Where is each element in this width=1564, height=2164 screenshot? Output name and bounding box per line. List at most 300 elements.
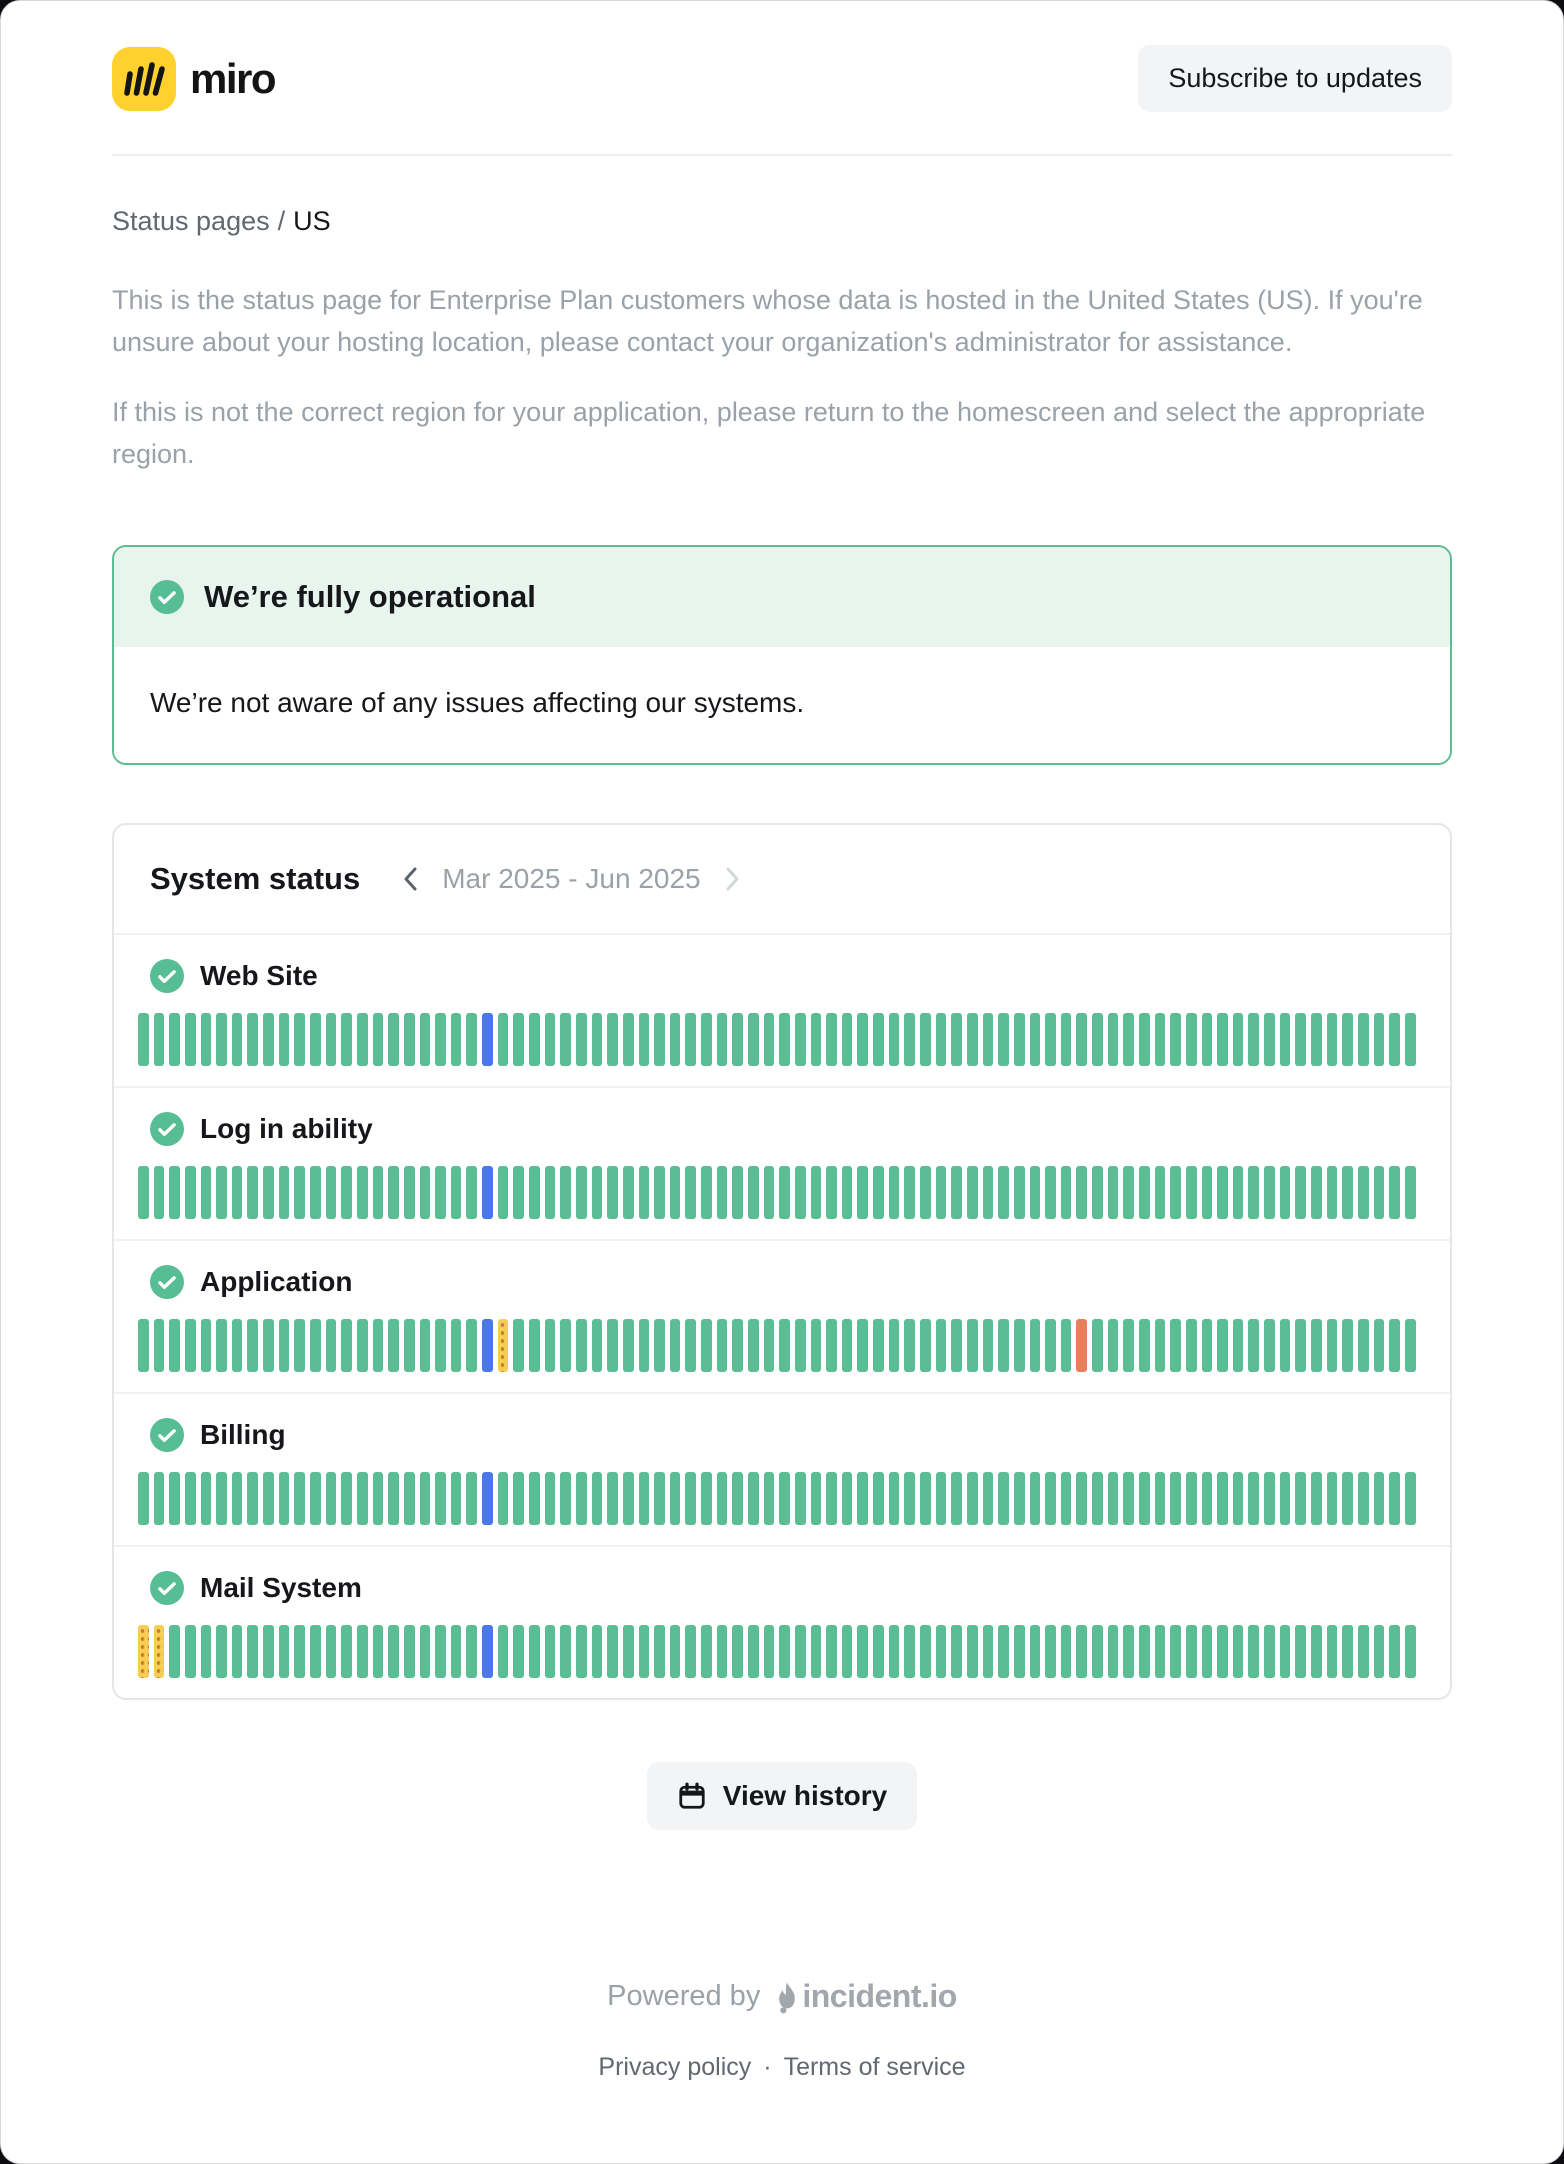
status-bar-operational[interactable] [232,1319,243,1372]
status-bar-operational[interactable] [920,1625,931,1678]
status-bar-operational[interactable] [310,1166,321,1219]
status-bar-operational[interactable] [1139,1166,1150,1219]
status-bar-operational[interactable] [1389,1013,1400,1066]
status-bar-operational[interactable] [717,1319,728,1372]
status-bar-operational[interactable] [592,1472,603,1525]
status-bar-operational[interactable] [701,1166,712,1219]
status-bar-operational[interactable] [1092,1166,1103,1219]
status-bar-operational[interactable] [1280,1013,1291,1066]
status-bar-operational[interactable] [263,1013,274,1066]
status-bar-operational[interactable] [1358,1319,1369,1372]
status-bar-operational[interactable] [1108,1625,1119,1678]
status-bar-operational[interactable] [1217,1013,1228,1066]
status-bar-operational[interactable] [513,1013,524,1066]
status-bar-operational[interactable] [1030,1166,1041,1219]
status-bar-operational[interactable] [1092,1472,1103,1525]
status-bar-operational[interactable] [373,1166,384,1219]
status-bar-operational[interactable] [498,1013,509,1066]
status-bar-operational[interactable] [247,1472,258,1525]
status-bar-operational[interactable] [1030,1625,1041,1678]
status-bar-operational[interactable] [639,1013,650,1066]
status-bar-operational[interactable] [1311,1319,1322,1372]
status-bar-degraded[interactable] [154,1625,165,1678]
status-bar-operational[interactable] [1155,1625,1166,1678]
status-bar-operational[interactable] [326,1625,337,1678]
status-bar-operational[interactable] [983,1472,994,1525]
status-bar-operational[interactable] [1202,1013,1213,1066]
status-bar-operational[interactable] [1405,1625,1416,1678]
status-bar-operational[interactable] [826,1319,837,1372]
status-bar-operational[interactable] [263,1166,274,1219]
status-bar-operational[interactable] [951,1625,962,1678]
status-bar-operational[interactable] [1123,1625,1134,1678]
status-bar-operational[interactable] [294,1625,305,1678]
status-bar-operational[interactable] [169,1625,180,1678]
status-bar-operational[interactable] [1076,1472,1087,1525]
status-bar-operational[interactable] [1155,1166,1166,1219]
status-bar-operational[interactable] [607,1319,618,1372]
status-bar-operational[interactable] [1342,1625,1353,1678]
status-bar-operational[interactable] [889,1166,900,1219]
status-bar-operational[interactable] [1092,1319,1103,1372]
subscribe-to-updates-button[interactable]: Subscribe to updates [1138,45,1452,112]
status-bar-operational[interactable] [451,1625,462,1678]
status-bar-operational[interactable] [1045,1166,1056,1219]
status-bar-operational[interactable] [420,1625,431,1678]
status-bar-operational[interactable] [1170,1013,1181,1066]
status-bar-operational[interactable] [1311,1166,1322,1219]
status-bar-operational[interactable] [717,1166,728,1219]
status-bar-operational[interactable] [920,1166,931,1219]
status-bar-operational[interactable] [216,1625,227,1678]
status-bar-operational[interactable] [545,1013,556,1066]
status-bar-operational[interactable] [216,1013,227,1066]
status-bar-operational[interactable] [263,1625,274,1678]
status-bar-operational[interactable] [748,1625,759,1678]
status-bar-operational[interactable] [201,1166,212,1219]
status-bar-operational[interactable] [1233,1166,1244,1219]
status-bar-maintenance[interactable] [482,1166,493,1219]
status-bar-operational[interactable] [826,1625,837,1678]
status-bar-operational[interactable] [1233,1472,1244,1525]
status-bar-operational[interactable] [623,1013,634,1066]
status-bar-operational[interactable] [1374,1013,1385,1066]
status-bar-operational[interactable] [1374,1319,1385,1372]
status-bar-operational[interactable] [513,1319,524,1372]
view-history-button[interactable] [647,1762,917,1830]
status-bar-operational[interactable] [529,1625,540,1678]
status-bar-operational[interactable] [764,1166,775,1219]
status-bar-operational[interactable] [670,1013,681,1066]
status-bar-operational[interactable] [310,1472,321,1525]
status-bar-operational[interactable] [388,1319,399,1372]
status-bar-operational[interactable] [873,1472,884,1525]
status-bar-operational[interactable] [201,1319,212,1372]
status-bar-operational[interactable] [169,1319,180,1372]
status-bar-operational[interactable] [1248,1625,1259,1678]
status-bar-operational[interactable] [185,1319,196,1372]
status-bar-operational[interactable] [795,1166,806,1219]
status-bar-operational[interactable] [1108,1166,1119,1219]
status-bar-operational[interactable] [1248,1013,1259,1066]
status-bar-operational[interactable] [529,1472,540,1525]
status-bar-operational[interactable] [1155,1013,1166,1066]
status-bar-operational[interactable] [404,1319,415,1372]
status-bar-operational[interactable] [795,1013,806,1066]
status-bar-operational[interactable] [326,1166,337,1219]
status-bar-operational[interactable] [263,1472,274,1525]
status-bar-operational[interactable] [310,1013,321,1066]
status-bar-operational[interactable] [1295,1472,1306,1525]
terms-of-service-link[interactable]: Terms of service [783,2053,966,2081]
status-bar-operational[interactable] [498,1625,509,1678]
status-bar-operational[interactable] [592,1013,603,1066]
status-bar-operational[interactable] [1108,1013,1119,1066]
status-bar-operational[interactable] [998,1319,1009,1372]
status-bar-operational[interactable] [998,1166,1009,1219]
status-bar-operational[interactable] [1280,1625,1291,1678]
status-bar-operational[interactable] [560,1166,571,1219]
status-bar-operational[interactable] [857,1013,868,1066]
status-bar-operational[interactable] [811,1013,822,1066]
status-bar-operational[interactable] [670,1625,681,1678]
status-bar-operational[interactable] [1014,1625,1025,1678]
status-bar-operational[interactable] [826,1166,837,1219]
status-bar-operational[interactable] [216,1472,227,1525]
status-bar-operational[interactable] [779,1625,790,1678]
status-bar-maintenance[interactable] [482,1625,493,1678]
status-bar-operational[interactable] [592,1166,603,1219]
status-bar-operational[interactable] [951,1166,962,1219]
status-bar-operational[interactable] [388,1625,399,1678]
status-bar-operational[interactable] [795,1472,806,1525]
status-bar-operational[interactable] [904,1166,915,1219]
status-bar-operational[interactable] [341,1319,352,1372]
status-bar-operational[interactable] [764,1013,775,1066]
status-bar-operational[interactable] [1186,1472,1197,1525]
status-bar-operational[interactable] [732,1013,743,1066]
status-bar-operational[interactable] [1327,1625,1338,1678]
status-bar-operational[interactable] [998,1013,1009,1066]
status-bar-operational[interactable] [920,1472,931,1525]
status-bar-operational[interactable] [154,1013,165,1066]
status-bar-operational[interactable] [1358,1166,1369,1219]
status-bar-operational[interactable] [1108,1319,1119,1372]
status-bar-operational[interactable] [201,1013,212,1066]
status-bar-operational[interactable] [904,1319,915,1372]
status-bar-operational[interactable] [1295,1625,1306,1678]
status-bar-operational[interactable] [513,1625,524,1678]
status-bar-operational[interactable] [1030,1472,1041,1525]
status-bar-operational[interactable] [154,1319,165,1372]
status-bar-operational[interactable] [435,1625,446,1678]
status-bar-operational[interactable] [717,1013,728,1066]
status-bar-operational[interactable] [1030,1013,1041,1066]
status-bar-operational[interactable] [639,1625,650,1678]
status-bar-operational[interactable] [185,1013,196,1066]
status-bar-operational[interactable] [717,1625,728,1678]
status-bar-operational[interactable] [216,1166,227,1219]
status-bar-operational[interactable] [294,1472,305,1525]
status-bar-operational[interactable] [169,1166,180,1219]
status-bar-operational[interactable] [357,1625,368,1678]
status-bar-operational[interactable] [247,1166,258,1219]
status-bar-operational[interactable] [1123,1319,1134,1372]
status-bar-operational[interactable] [685,1625,696,1678]
status-bar-operational[interactable] [498,1166,509,1219]
status-bar-operational[interactable] [529,1319,540,1372]
status-bar-operational[interactable] [294,1013,305,1066]
status-bar-operational[interactable] [623,1319,634,1372]
status-bar-operational[interactable] [1076,1166,1087,1219]
status-bar-operational[interactable] [498,1472,509,1525]
status-bar-operational[interactable] [247,1013,258,1066]
status-bar-operational[interactable] [936,1319,947,1372]
status-bar-operational[interactable] [998,1625,1009,1678]
status-bar-operational[interactable] [466,1013,477,1066]
status-bar-operational[interactable] [592,1625,603,1678]
status-bar-operational[interactable] [873,1625,884,1678]
status-bar-operational[interactable] [420,1472,431,1525]
status-bar-operational[interactable] [1295,1166,1306,1219]
status-bar-operational[interactable] [1280,1472,1291,1525]
status-bar-operational[interactable] [576,1472,587,1525]
status-bar-operational[interactable] [904,1472,915,1525]
status-bar-operational[interactable] [623,1625,634,1678]
status-bar-operational[interactable] [326,1472,337,1525]
status-bar-operational[interactable] [732,1472,743,1525]
status-bar-operational[interactable] [576,1319,587,1372]
status-bar-operational[interactable] [1311,1625,1322,1678]
status-bar-maintenance[interactable] [482,1013,493,1066]
status-bar-operational[interactable] [545,1319,556,1372]
status-bar-operational[interactable] [1045,1625,1056,1678]
status-bar-operational[interactable] [357,1319,368,1372]
status-bar-operational[interactable] [466,1166,477,1219]
status-bar-operational[interactable] [154,1166,165,1219]
status-bar-operational[interactable] [685,1472,696,1525]
status-bar-operational[interactable] [826,1013,837,1066]
status-bar-operational[interactable] [654,1013,665,1066]
status-bar-operational[interactable] [967,1166,978,1219]
next-period-button[interactable] [717,860,747,898]
status-bar-operational[interactable] [701,1013,712,1066]
status-bar-operational[interactable] [811,1319,822,1372]
status-bar-operational[interactable] [1342,1472,1353,1525]
status-bar-operational[interactable] [1280,1319,1291,1372]
status-bar-operational[interactable] [1139,1625,1150,1678]
status-bar-operational[interactable] [1217,1166,1228,1219]
status-bar-operational[interactable] [1045,1472,1056,1525]
status-bar-operational[interactable] [685,1013,696,1066]
status-bar-operational[interactable] [951,1013,962,1066]
status-bar-operational[interactable] [1061,1013,1072,1066]
status-bar-operational[interactable] [842,1472,853,1525]
status-bar-operational[interactable] [1342,1013,1353,1066]
status-bar-operational[interactable] [513,1166,524,1219]
status-bar-operational[interactable] [685,1319,696,1372]
status-bar-operational[interactable] [560,1013,571,1066]
status-bar-operational[interactable] [451,1166,462,1219]
status-bar-operational[interactable] [670,1166,681,1219]
status-bar-operational[interactable] [357,1013,368,1066]
status-bar-operational[interactable] [1092,1625,1103,1678]
status-bar-operational[interactable] [201,1472,212,1525]
status-bar-operational[interactable] [1233,1013,1244,1066]
status-bar-operational[interactable] [341,1013,352,1066]
status-bar-operational[interactable] [560,1472,571,1525]
status-bar-operational[interactable] [1202,1166,1213,1219]
status-bar-operational[interactable] [466,1472,477,1525]
status-bar-operational[interactable] [576,1013,587,1066]
status-bar-operational[interactable] [983,1013,994,1066]
status-bar-operational[interactable] [1280,1166,1291,1219]
status-bar-operational[interactable] [1405,1472,1416,1525]
status-bar-operational[interactable] [701,1625,712,1678]
status-bar-operational[interactable] [373,1472,384,1525]
status-bar-operational[interactable] [232,1472,243,1525]
status-bar-operational[interactable] [404,1472,415,1525]
status-bar-operational[interactable] [1389,1319,1400,1372]
status-bar-operational[interactable] [1389,1472,1400,1525]
status-bar-operational[interactable] [1139,1319,1150,1372]
status-bar-operational[interactable] [466,1625,477,1678]
status-bar-operational[interactable] [341,1625,352,1678]
status-bar-operational[interactable] [795,1625,806,1678]
status-bar-operational[interactable] [1217,1319,1228,1372]
status-bar-operational[interactable] [639,1472,650,1525]
status-bar-operational[interactable] [1123,1166,1134,1219]
status-bar-operational[interactable] [983,1166,994,1219]
status-bar-operational[interactable] [1217,1625,1228,1678]
status-bar-operational[interactable] [732,1166,743,1219]
status-bar-operational[interactable] [967,1625,978,1678]
status-bar-operational[interactable] [889,1319,900,1372]
status-bar-operational[interactable] [857,1472,868,1525]
status-bar-operational[interactable] [1155,1319,1166,1372]
status-bar-operational[interactable] [842,1625,853,1678]
status-bar-operational[interactable] [983,1319,994,1372]
status-bar-operational[interactable] [326,1013,337,1066]
breadcrumb-status-pages-link[interactable]: Status pages [112,206,270,236]
status-bar-operational[interactable] [1264,1625,1275,1678]
status-bar-operational[interactable] [1030,1319,1041,1372]
status-bar-operational[interactable] [1123,1472,1134,1525]
status-bar-operational[interactable] [1327,1166,1338,1219]
status-bar-operational[interactable] [1186,1013,1197,1066]
status-bar-operational[interactable] [811,1166,822,1219]
status-bar-operational[interactable] [889,1013,900,1066]
status-bar-operational[interactable] [545,1625,556,1678]
status-bar-operational[interactable] [232,1013,243,1066]
status-bar-operational[interactable] [967,1472,978,1525]
status-bar-operational[interactable] [576,1625,587,1678]
status-bar-operational[interactable] [1264,1472,1275,1525]
privacy-policy-link[interactable]: Privacy policy [598,2053,752,2081]
status-bar-operational[interactable] [169,1013,180,1066]
status-bar-operational[interactable] [185,1166,196,1219]
status-bar-operational[interactable] [1061,1319,1072,1372]
status-bar-operational[interactable] [779,1166,790,1219]
status-bar-operational[interactable] [889,1625,900,1678]
status-bar-operational[interactable] [936,1625,947,1678]
status-bar-operational[interactable] [1186,1166,1197,1219]
status-bar-operational[interactable] [1092,1013,1103,1066]
status-bar-operational[interactable] [451,1319,462,1372]
status-bar-operational[interactable] [1248,1472,1259,1525]
status-bar-operational[interactable] [420,1319,431,1372]
status-bar-operational[interactable] [1045,1319,1056,1372]
status-bar-operational[interactable] [466,1319,477,1372]
status-bar-operational[interactable] [1342,1166,1353,1219]
status-bar-operational[interactable] [435,1013,446,1066]
status-bar-operational[interactable] [1202,1319,1213,1372]
status-bar-operational[interactable] [435,1319,446,1372]
status-bar-operational[interactable] [388,1472,399,1525]
status-bar-operational[interactable] [435,1166,446,1219]
status-bar-maintenance[interactable] [482,1472,493,1525]
status-bar-operational[interactable] [1202,1472,1213,1525]
status-bar-operational[interactable] [764,1625,775,1678]
status-bar-operational[interactable] [1170,1166,1181,1219]
status-bar-operational[interactable] [1076,1013,1087,1066]
status-bar-operational[interactable] [795,1319,806,1372]
status-bar-operational[interactable] [279,1013,290,1066]
status-bar-operational[interactable] [1358,1472,1369,1525]
status-bar-operational[interactable] [811,1625,822,1678]
status-bar-operational[interactable] [1374,1472,1385,1525]
status-bar-operational[interactable] [138,1013,149,1066]
status-bar-operational[interactable] [451,1472,462,1525]
status-bar-operational[interactable] [420,1013,431,1066]
status-bar-operational[interactable] [279,1625,290,1678]
status-bar-operational[interactable] [294,1166,305,1219]
status-bar-operational[interactable] [1233,1625,1244,1678]
status-bar-operational[interactable] [357,1472,368,1525]
status-bar-operational[interactable] [1045,1013,1056,1066]
status-bar-operational[interactable] [1014,1166,1025,1219]
status-bar-operational[interactable] [1155,1472,1166,1525]
status-bar-operational[interactable] [889,1472,900,1525]
status-bar-operational[interactable] [1170,1319,1181,1372]
status-bar-operational[interactable] [326,1319,337,1372]
status-bar-operational[interactable] [341,1472,352,1525]
status-bar-operational[interactable] [279,1319,290,1372]
status-bar-operational[interactable] [904,1013,915,1066]
incident-io-logo[interactable] [774,1978,957,2015]
status-bar-operational[interactable] [560,1319,571,1372]
status-bar-operational[interactable] [748,1013,759,1066]
status-bar-operational[interactable] [967,1319,978,1372]
status-bar-operational[interactable] [1233,1319,1244,1372]
status-bar-operational[interactable] [1374,1625,1385,1678]
status-bar-operational[interactable] [873,1319,884,1372]
status-bar-operational[interactable] [1014,1013,1025,1066]
status-bar-operational[interactable] [1342,1319,1353,1372]
status-bar-operational[interactable] [560,1625,571,1678]
status-bar-operational[interactable] [779,1319,790,1372]
status-bar-operational[interactable] [341,1166,352,1219]
status-bar-operational[interactable] [1014,1472,1025,1525]
status-bar-operational[interactable] [654,1625,665,1678]
status-bar-degraded[interactable] [498,1319,509,1372]
status-bar-operational[interactable] [1170,1472,1181,1525]
status-bar-operational[interactable] [904,1625,915,1678]
status-bar-operational[interactable] [232,1625,243,1678]
status-bar-operational[interactable] [279,1472,290,1525]
status-bar-operational[interactable] [232,1166,243,1219]
status-bar-operational[interactable] [873,1013,884,1066]
